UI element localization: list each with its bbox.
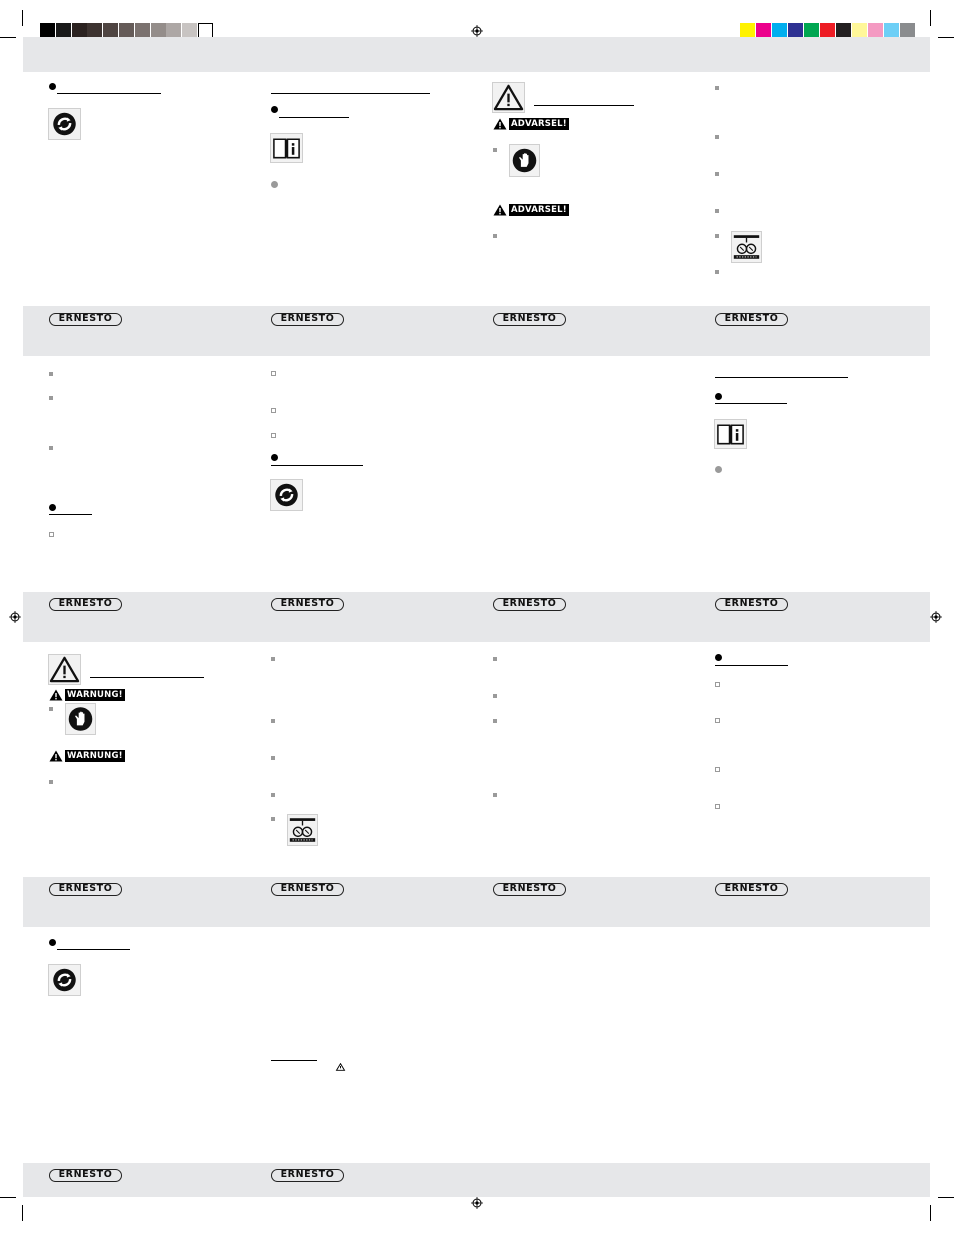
ernesto-logo: ERNESTO [49,313,122,326]
gray-swatch [87,23,102,38]
list-bullet [271,756,275,760]
heading-rule [57,949,130,950]
manual-info-icon [714,419,747,449]
info-bullet [271,181,278,188]
recycle-icon [48,108,81,140]
list-bullet [271,657,275,661]
heading-rule [715,665,788,666]
ribbon-fixture-icon [287,814,318,846]
list-bullet [49,707,53,711]
ernesto-logo: ERNESTO [715,313,788,326]
color-swatch [756,23,771,38]
color-swatch [740,23,755,38]
warning-label: WARNUNG! [67,690,123,700]
ernesto-logo: ERNESTO [715,883,788,896]
registration-mark-top [471,25,483,37]
hazard-triangle-icon [492,82,525,113]
section-bullet [49,83,56,90]
list-bullet [493,234,497,238]
warning-label: ADVARSEL! [511,119,567,129]
checkbox-bullet [271,371,276,376]
crop-mark [938,37,954,38]
ernesto-logo: ERNESTO [493,883,566,896]
heading-rule [715,377,848,378]
footer-band-row-1 [23,306,930,356]
recycle-icon [270,479,303,511]
color-swatch [852,23,867,38]
footer-band-row-3 [23,877,930,927]
warning-badge-advarsel [493,204,569,216]
color-swatch [836,23,851,38]
list-bullet [271,719,275,723]
gray-swatch [135,23,150,38]
hand-protection-icon [509,144,540,177]
crop-mark [930,10,931,26]
section-bullet [715,654,722,661]
heading-rule [271,1060,317,1061]
list-bullet [715,270,719,274]
section-bullet [49,939,56,946]
crop-mark [22,1205,23,1221]
checkbox-bullet [271,433,276,438]
ernesto-logo: ERNESTO [49,598,122,611]
crop-mark [0,37,16,38]
checkbox-bullet [715,718,720,723]
heading-rule [715,403,787,404]
list-bullet [715,172,719,176]
list-bullet [49,780,53,784]
header-band [23,37,930,72]
gray-swatch [182,23,197,38]
color-swatch [820,23,835,38]
warning-triangle-icon [49,750,63,762]
heading-rule [57,93,161,94]
color-swatch [868,23,883,38]
ernesto-logo: ERNESTO [715,598,788,611]
list-bullet [493,694,497,698]
section-bullet [49,504,56,511]
ernesto-logo: ERNESTO [271,1169,344,1182]
list-bullet [715,234,719,238]
checkbox-bullet [715,767,720,772]
crop-mark [22,10,23,26]
warning-badge-advarsel [493,118,569,130]
footer-band-row-2 [23,592,930,642]
list-bullet [49,372,53,376]
manual-info-icon [270,133,303,163]
registration-mark-left [9,611,21,623]
ernesto-logo: ERNESTO [271,598,344,611]
checkbox-bullet [715,682,720,687]
heading-rule [90,677,204,678]
registration-mark-bottom [471,1197,483,1209]
list-bullet [715,86,719,90]
warning-triangle-icon [493,204,507,216]
crop-mark [938,1197,954,1198]
list-bullet [493,148,497,152]
gray-swatch [72,23,87,38]
ernesto-logo: ERNESTO [493,313,566,326]
section-bullet [271,454,278,461]
list-bullet [715,135,719,139]
section-bullet [271,106,278,113]
warning-label: WARNUNG! [67,751,123,761]
list-bullet [49,396,53,400]
hazard-triangle-icon [48,654,81,685]
gray-swatch [198,23,213,38]
heading-rule [271,465,363,466]
heading-rule [279,117,349,118]
section-bullet [715,393,722,400]
list-bullet [271,817,275,821]
color-swatch [804,23,819,38]
checkbox-bullet [271,408,276,413]
heading-rule [49,514,92,515]
ernesto-logo: ERNESTO [49,1169,122,1182]
color-swatch [788,23,803,38]
gray-swatch [166,23,181,38]
list-bullet [493,793,497,797]
ernesto-logo: ERNESTO [49,883,122,896]
ernesto-logo: ERNESTO [271,883,344,896]
crop-mark [0,1197,16,1198]
gray-swatch [103,23,118,38]
warning-badge-warnung [49,750,125,762]
small-warning-triangle-icon [335,1063,346,1071]
warning-triangle-icon [493,118,507,130]
gray-swatch [119,23,134,38]
recycle-icon [48,964,81,996]
hand-protection-icon [65,703,96,735]
list-bullet [271,793,275,797]
crop-mark [930,1205,931,1221]
checkbox-bullet [49,532,54,537]
warning-badge-warnung [49,689,125,701]
list-bullet [715,209,719,213]
color-swatch [900,23,915,38]
ernesto-logo: ERNESTO [493,598,566,611]
heading-rule [271,93,430,94]
gray-swatch [56,23,71,38]
ernesto-logo: ERNESTO [271,313,344,326]
ribbon-fixture-icon [731,231,762,263]
registration-mark-right [930,611,942,623]
warning-triangle-icon [49,689,63,701]
footer-band-row-4 [23,1163,930,1197]
checkbox-bullet [715,804,720,809]
gray-swatch [151,23,166,38]
color-swatch [884,23,899,38]
list-bullet [493,719,497,723]
color-swatch [772,23,787,38]
list-bullet [49,446,53,450]
warning-label: ADVARSEL! [511,205,567,215]
gray-swatch [40,23,55,38]
list-bullet [493,657,497,661]
info-bullet [715,466,722,473]
heading-rule [534,105,634,106]
